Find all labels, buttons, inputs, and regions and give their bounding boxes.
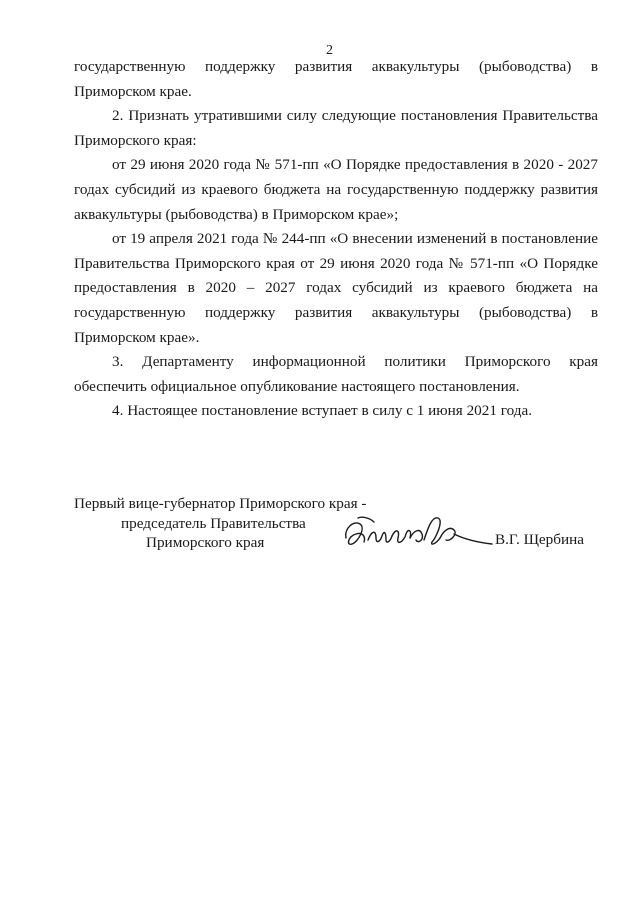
paragraph-1-line-1: государственную поддержку развития аквакультуры (рыбоводства) в <box>74 58 598 75</box>
signature-block <box>74 494 594 564</box>
paragraph-6: 4. Настоящее постановление вступает в силу с 1 июня 2021 года. <box>112 402 533 420</box>
paragraph-5: 3. Департаменту информационной политики Приморского края обеспечить официальное опубликование настоящего постановления. <box>74 353 598 395</box>
handwritten-signature <box>340 508 500 556</box>
page-number: 2 <box>326 43 333 58</box>
signatory-title-line-3: Приморского края <box>146 534 265 551</box>
signatory-title-line-2: председатель Правительства <box>121 515 306 532</box>
paragraph-2: 2. Признать утратившими силу следующие постановления Правительства Приморского края: <box>74 107 598 149</box>
paragraph-4: от 19 апреля 2021 года № 244-пп «О внесении изменений в постановление Правительства Приморского края от 29 июня 2020 года № 571-пп «О Порядке предоставления в 2020 – 2027 годах субсидий из краевого бюджета на государственную поддержку развития аквакультуры (рыбоводства) в Приморском крае». <box>74 230 598 346</box>
signatory-title-line-1: Первый вице-губернатор Приморского края - <box>74 495 367 512</box>
document-body <box>74 55 598 424</box>
signatory-name: В.Г. Щербина <box>495 531 584 548</box>
paragraph-3: от 29 июня 2020 года № 571-пп «О Порядке предоставления в 2020 - 2027 годах субсидий из краевого бюджета на государственную поддержку развития аквакультуры (рыбоводства) в Приморском крае»; <box>74 156 598 223</box>
paragraph-1-line-2: Приморском крае. <box>74 82 192 100</box>
